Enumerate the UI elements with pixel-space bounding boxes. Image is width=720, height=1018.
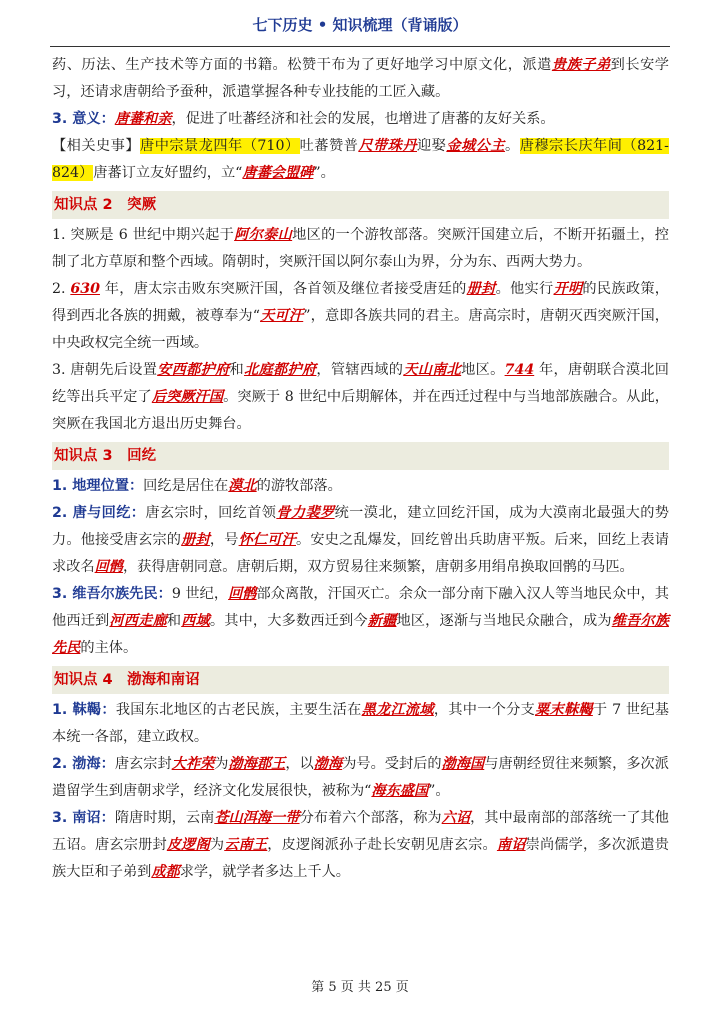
keyword: 怀仁可汗: [238, 532, 296, 548]
item-number: 3. 意义：: [52, 111, 115, 127]
text: 和: [229, 362, 245, 378]
keyword: 后突厥汗国: [151, 389, 224, 405]
paragraph-huihe-3: [52, 581, 669, 662]
text: 唐玄宗封: [114, 756, 172, 772]
text: 崇尚儒学，多次派遣贵族大臣和子弟到: [52, 837, 669, 880]
keyword: 海东盛国: [371, 783, 429, 799]
text: 吐蕃赞普: [299, 138, 359, 154]
text: ，皮逻阁派孙子赴长安朝见唐玄宗。: [267, 837, 497, 853]
keyword: 天可汗: [260, 308, 304, 324]
keyword: 维吾尔族先民: [52, 613, 669, 656]
paragraph-bohai-3: [52, 805, 669, 886]
text: 分布着六个部落，称为: [299, 810, 442, 826]
paragraph-bohai-2: [52, 751, 669, 805]
keyword: 河西走廊: [109, 613, 167, 629]
text: ，其中最南部的部落统一了其他五诏。唐玄宗册封: [52, 810, 669, 853]
keyword: 大祚荣: [171, 756, 215, 772]
text: 为: [214, 756, 229, 772]
text: 地区。: [461, 362, 505, 378]
keyword: 成都: [151, 864, 180, 880]
text: 于 7 世纪基本统一各部，建立政权。: [52, 702, 669, 745]
text: 3. 唐朝先后设置: [52, 362, 158, 378]
keyword: 开明: [553, 281, 583, 297]
keyword: 阿尔泰山: [234, 227, 293, 243]
item-number: 1. 靺鞨：: [52, 702, 116, 718]
item-number: 2. 唐与回纥：: [52, 505, 146, 521]
text: 2.: [52, 281, 71, 297]
section-heading-bohai: 知识点 4 渤海和南诏: [52, 666, 669, 694]
text: 的主体。: [80, 640, 138, 656]
keyword: 回鹘: [94, 559, 123, 575]
text: 到长安学习，还请求唐朝给予蚕种，派遣掌握各种专业技能的工匠入藏。: [52, 57, 669, 100]
text: ，以: [285, 756, 314, 772]
item-number: 3. 南诏：: [52, 810, 115, 826]
text: 【相关史事】: [52, 138, 141, 154]
text: ，管辖西域的: [316, 362, 404, 378]
keyword: 皮逻阁: [166, 837, 210, 853]
text: ，号: [209, 532, 239, 548]
text: 部众离散，汗国灭亡。余众一部分南下融入汉人等当地民众中，其他西迁到: [52, 586, 669, 629]
keyword: 粟末靺鞨: [535, 702, 593, 718]
keyword: 册封: [466, 281, 496, 297]
text: 回纥是居住在: [143, 478, 229, 494]
text: 年，唐朝联合漠北回纥等出兵平定了: [52, 362, 669, 405]
keyword: 天山南北: [403, 362, 462, 378]
section-heading-huihe: 知识点 3 回纥: [52, 442, 669, 470]
text: 迎娶: [417, 138, 447, 154]
text: ”，意即各族共同的君主。唐高宗时，唐朝灭西突厥汗国，中央政权完全统一西域。: [52, 308, 669, 351]
text: ，促进了吐蕃经济和社会的发展，也增进了唐蕃的友好关系。: [171, 111, 555, 127]
text: 1. 突厥是 6 世纪中期兴起于: [52, 227, 235, 243]
page-header-title: 七下历史 • 知识梳理（背诵版）: [252, 16, 468, 34]
keyword: 630: [70, 281, 100, 297]
keyword: 安西都护府: [157, 362, 230, 378]
text: ，其中一个分支: [433, 702, 536, 718]
keyword: 西域: [181, 613, 210, 629]
paragraph-tujue-1: [52, 222, 669, 276]
paragraph-tujue-2: [52, 276, 669, 357]
keyword: 云南王: [224, 837, 268, 853]
keyword: 新疆: [367, 613, 397, 629]
keyword: 744: [504, 362, 535, 378]
text: ，获得唐朝同意。唐朝后期，双方贸易往来频繁，唐朝多用绢帛换取回鹘的马匹。: [122, 559, 634, 575]
text: 地区，逐渐与当地民众融合，成为: [396, 613, 612, 629]
paragraph-tujue-3: [52, 357, 669, 438]
text: 9 世纪，: [171, 586, 229, 602]
text: 的民族政策，得到西北各族的拥戴，被尊奉为“: [52, 281, 669, 324]
keyword: 唐蕃会盟碑: [242, 165, 314, 181]
text: 。: [505, 138, 520, 154]
text: 为: [209, 837, 225, 853]
highlight: 唐穆宗长庆年间（821-824）: [52, 138, 669, 181]
keyword: 金城公主: [446, 138, 506, 154]
text: 求学，就学者多达上千人。: [179, 864, 350, 880]
text: 我国东北地区的古老民族，主要生活在: [115, 702, 362, 718]
paragraph-tubo-significance: [52, 106, 669, 133]
item-number: 1. 地理位置：: [52, 478, 144, 494]
keyword: 骨力裴罗: [276, 505, 335, 521]
page-footer: 第 5 页 共 25 页: [311, 980, 409, 995]
keyword: 北庭都护府: [244, 362, 317, 378]
keyword: 渤海: [313, 756, 343, 772]
keyword: 六诏: [441, 810, 471, 826]
paragraph-huihe-2: [52, 500, 669, 581]
keyword: 册封: [181, 532, 210, 548]
keyword: 贵族子弟: [551, 57, 611, 73]
item-number: 2. 渤海：: [52, 756, 115, 772]
text: 统一漠北，建立回纥汗国，成为大漠南北最强大的势力。他接受唐玄宗的: [52, 505, 669, 548]
item-number: 3. 维吾尔族先民：: [52, 586, 172, 602]
highlight: 唐中宗景龙四年（710）: [140, 138, 300, 154]
text: 。安史之乱爆发，回纥曾出兵助唐平叛。后来，回纥上表请求改名: [52, 532, 669, 575]
keyword: 黑龙江流域: [361, 702, 434, 718]
paragraph-huihe-1: [52, 473, 669, 500]
text: ”。: [428, 783, 450, 799]
text: 唐玄宗时，回纥首领: [145, 505, 277, 521]
paragraph-related-history: [52, 133, 669, 187]
section-heading-tujue: 知识点 2 突厥: [52, 191, 669, 219]
keyword: 苍山洱海一带: [214, 810, 300, 826]
text: 唐蕃订立友好盟约，立“: [93, 165, 243, 181]
text: 年，唐太宗击败东突厥汗国，各首领及继位者接受唐廷的: [99, 281, 467, 297]
keyword: 南诏: [496, 837, 526, 853]
text: 和: [166, 613, 182, 629]
text: 隋唐时期，云南: [114, 810, 215, 826]
text: 地区的一个游牧部落。突厥汗国建立后，不断开拓疆土，控制了北方草原和整个西域。隋朝时，突厥汗国以阿尔泰山为界，分为东、西两大势力。: [52, 227, 669, 270]
text: 药、历法、生产技术等方面的书籍。松赞干布为了更好地学习中原文化，派遣: [52, 57, 552, 73]
keyword: 尺带珠丹: [358, 138, 417, 154]
keyword: 渤海国: [441, 756, 485, 772]
text: 为号。受封后的: [342, 756, 442, 772]
page-content: [52, 52, 669, 886]
text: 。他实行: [495, 281, 554, 297]
keyword: 渤海郡王: [228, 756, 286, 772]
paragraph-bohai-1: [52, 697, 669, 751]
keyword: 漠北: [228, 478, 257, 494]
keyword: 唐蕃和亲: [114, 111, 172, 127]
keyword: 回鹘: [228, 586, 257, 602]
paragraph-tubo-culture: [52, 52, 669, 106]
text: ”。: [313, 165, 335, 181]
text: 与唐朝经贸往来频繁，多次派遣留学生到唐朝求学，经济文化发展很快，被称为“: [52, 756, 669, 799]
text: 。其中，大多数西迁到今: [209, 613, 368, 629]
text: 的游牧部落。: [256, 478, 342, 494]
text: 。突厥于 8 世纪中后期解体，并在西迁过程中与当地部族融合。从此，突厥在我国北方退出历史舞台。: [52, 389, 669, 432]
header-rule: [50, 46, 670, 47]
